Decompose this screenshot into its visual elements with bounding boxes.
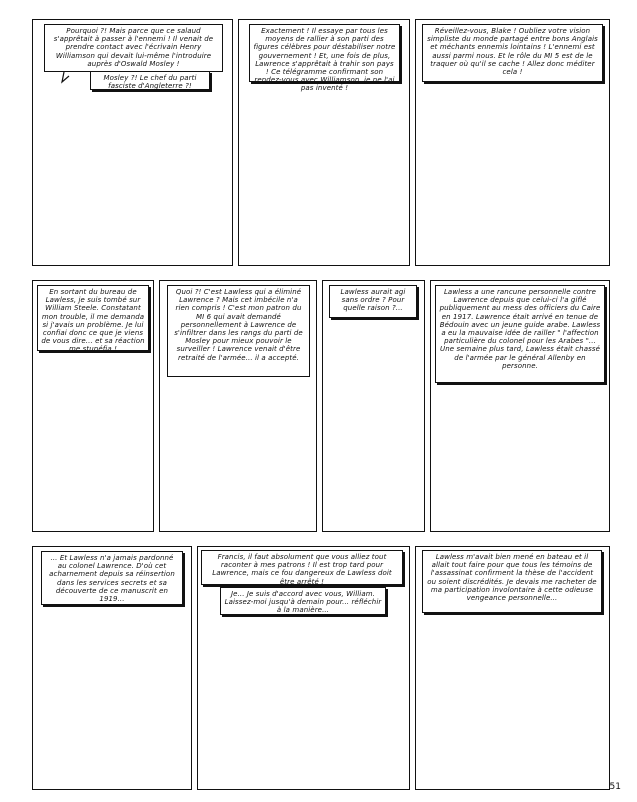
caption-box: ... Et Lawless n'a jamais pardonné au colonel Lawrence. D'où cet acharnement depuis sa réinsertion dans les services secrets et sa découverte de ce manuscrit en 1919... [41,551,183,605]
caption-box: Mosley ?! Le chef du parti fasciste d'Angleterre ?! [90,71,210,90]
caption-box: Francis, il faut absolument que vous alliez tout raconter à mes patrons ! Il est trop tard pour Lawrence, mais ce fou dangereux de Lawless doit être arrêté ! [201,550,403,585]
panel-5 [159,280,317,532]
caption-box: Je... Je suis d'accord avec vous, William. Laissez-moi jusqu'à demain pour... réfléchir à la manière... [220,587,386,615]
caption-box: Lawless m'avait bien mené en bateau et il allait tout faire pour que tous les témoins de l'assassinat confirment la thèse de l'accident ou soient discrédités. Je devais me racheter de ma participation involontaire à cette odieuse vengeance personnelle... [422,550,602,613]
panel-7 [430,280,610,532]
panel-9 [197,546,410,790]
page-number: 51 [609,782,621,792]
caption-box: Lawless a une rancune personnelle contre Lawrence depuis que celui-ci l'a giflé publiquement au mess des officiers du Caire en 1917. Lawrence était arrivé en tenue de Bédouin avec un jeune guide arabe. Lawless a eu la mauvaise idée de railler " l'affection particulière du colonel pour les Arabes "... Une semaine plus tard, Lawless était chassé de l'armée par le général Allenby en personne. [435,285,605,383]
caption-box: Pourquoi ?! Mais parce que ce salaud s'apprêtait à passer à l'ennemi ! Il venait de prendre contact avec l'écrivain Henry Williamson qui devait lui-même l'introduire auprès d'Oswald Mosley ! [44,24,223,72]
caption-box: Exactement ! Il essaye par tous les moyens de rallier à son parti des figures célèbres pour déstabiliser notre gouvernement ! Et, une fois de plus, Lawrence s'apprêtait à trahir son pays ! Ce télégramme confirmant son rendez-vous avec Williamson, je ne l'ai pas inventé ! [249,24,400,82]
panel-3 [415,19,610,266]
panel-4 [32,280,154,532]
caption-box: Réveillez-vous, Blake ! Oubliez votre vision simpliste du monde partagé entre bons Anglais et méchants ennemis lointains ! L'ennemi est aussi parmi nous. Et le rôle du MI 5 est de le traquer où qu'il se cache ! Allez donc méditer cela ! [422,24,603,82]
caption-box: En sortant du bureau de Lawless, je suis tombé sur William Steele. Constatant mon trouble, il me demanda si j'avais un problème. Je lui confiai donc ce que je viens de vous dire... et sa réaction me stupéfia ! [37,285,149,351]
caption-box: Quoi ?! C'est Lawless qui a éliminé Lawrence ? Mais cet imbécile n'a rien compris ! C'est mon patron du MI 6 qui avait demandé personnellement à Lawrence de s'infiltrer dans les rangs du parti de Mosley pour mieux pouvoir le surveiller ! Lawrence venait d'être retraité de l'armée... il a accepté. [167,285,310,377]
panel-6 [322,280,425,532]
speech-tail-icon [61,72,71,84]
caption-box: Lawless aurait agi sans ordre ? Pour quelle raison ?... [329,285,417,318]
panel-10 [415,546,610,790]
panel-1 [32,19,233,266]
panel-2 [238,19,410,266]
panel-8 [32,546,192,790]
